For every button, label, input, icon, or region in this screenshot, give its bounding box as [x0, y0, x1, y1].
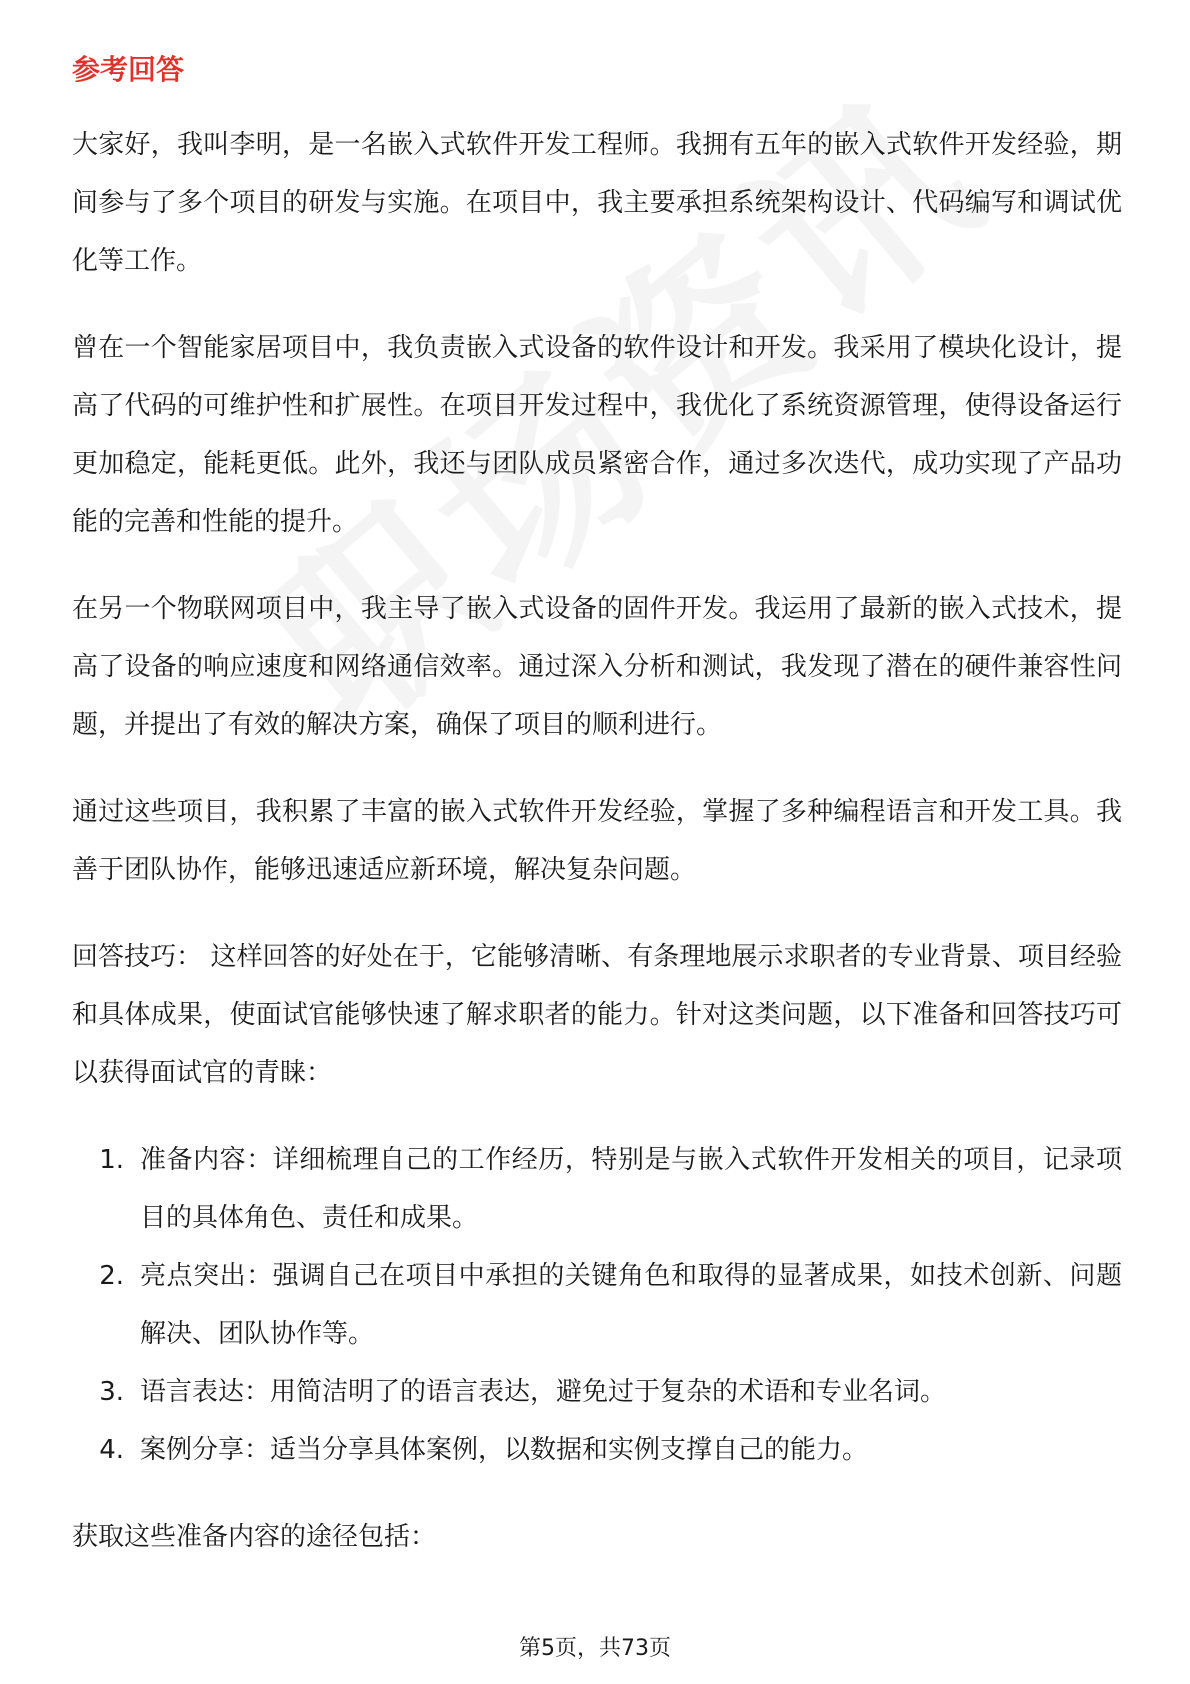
list-item [72, 1363, 1122, 1421]
list-item [72, 1131, 1122, 1247]
list-item [72, 1247, 1122, 1363]
list-number: 4. [99, 1435, 124, 1465]
page-number: 第5页，共73页 [519, 1636, 671, 1661]
answer-content [72, 116, 1122, 1595]
paragraph-iot: 在另一个物联网项目中，我主导了嵌入式设备的固件开发。我运用了最新的嵌入式技术，提高了设备的响应速度和网络通信效率。通过深入分析和测试，我发现了潜在的硬件兼容性问题，并提出了有效的解决方案，确保了项目的顺利进行。 [72, 594, 1122, 740]
list-item [72, 1421, 1122, 1479]
paragraph-smart-home: 曾在一个智能家居项目中，我负责嵌入式设备的软件设计和开发。我采用了模块化设计，提高了代码的可维护性和扩展性。在项目开发过程中，我优化了系统资源管理，使得设备运行更加稳定，能耗更低。此外，我还与团队成员紧密合作，通过多次迭代，成功实现了产品功能的完善和性能的提升。 [72, 333, 1122, 537]
paragraph-intro: 大家好，我叫李明，是一名嵌入式软件开发工程师。我拥有五年的嵌入式软件开发经验，期间参与了多个项目的研发与实施。在项目中，我主要承担系统架构设计、代码编写和调试优化等工作。 [72, 130, 1122, 276]
paragraph-tips: 回答技巧： 这样回答的好处在于，它能够清晰、有条理地展示求职者的专业背景、项目经验和具体成果，使面试官能够快速了解求职者的能力。针对这类问题，以下准备和回答技巧可以获得面试官的青睐： [72, 942, 1122, 1088]
list-number: 2. [99, 1261, 124, 1291]
list-number: 3. [99, 1377, 124, 1407]
tips-list [72, 1131, 1122, 1479]
paragraph-closing: 获取这些准备内容的途径包括： [72, 1522, 437, 1552]
list-text: 语言表达：用简洁明了的语言表达，避免过于复杂的术语和专业名词。 [140, 1377, 947, 1407]
list-text: 准备内容：详细梳理自己的工作经历，特别是与嵌入式软件开发相关的项目，记录项目的具体角色、责任和成果。 [140, 1145, 1122, 1233]
paragraph-summary: 通过这些项目，我积累了丰富的嵌入式软件开发经验，掌握了多种编程语言和开发工具。我善于团队协作，能够迅速适应新环境，解决复杂问题。 [72, 797, 1122, 885]
list-text: 亮点突出：强调自己在项目中承担的关键角色和取得的显著成果，如技术创新、问题解决、团队协作等。 [140, 1261, 1122, 1349]
list-text: 案例分享：适当分享具体案例，以数据和实例支撑自己的能力。 [140, 1435, 869, 1465]
list-number: 1. [99, 1145, 124, 1175]
section-title: 参考回答 [72, 53, 185, 86]
